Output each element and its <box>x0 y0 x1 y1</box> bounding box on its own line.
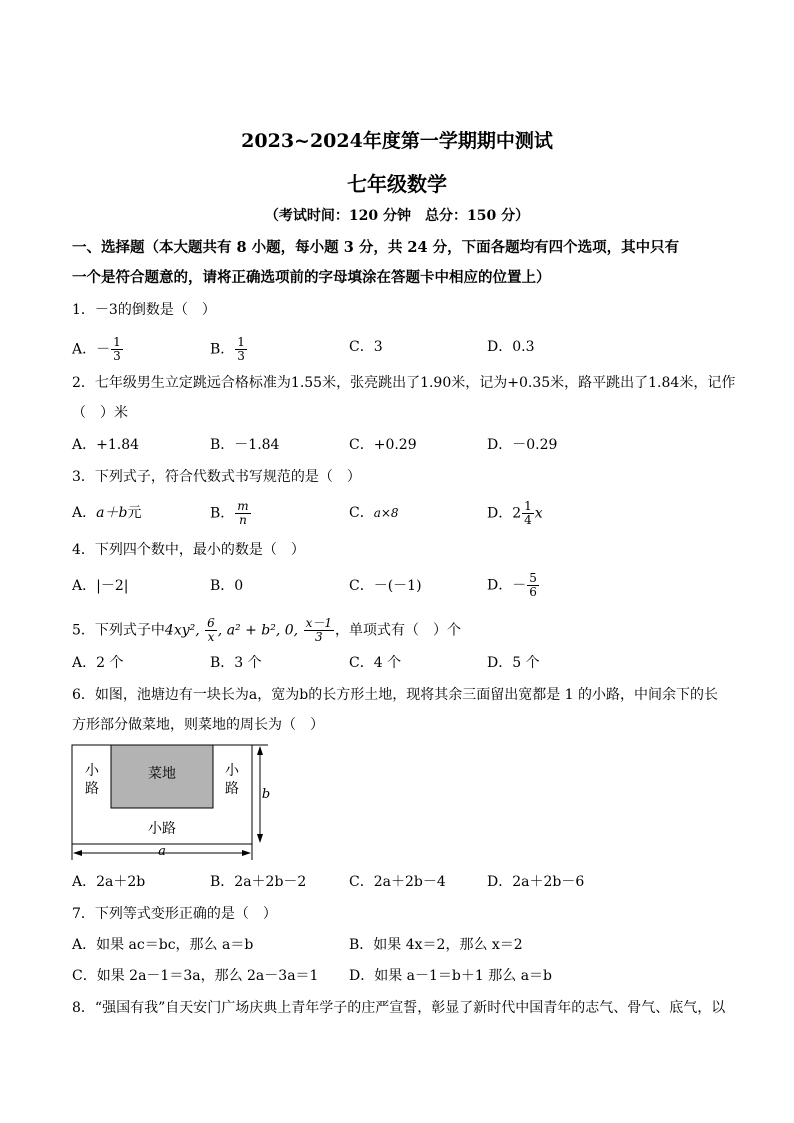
option-a-prefix: A．－ <box>72 341 111 358</box>
fraction <box>304 617 334 644</box>
question-7-option-d: D．如果 a－1＝b＋1 那么 a＝b <box>349 968 553 984</box>
numerator: x－1 <box>305 616 332 630</box>
arrow-right <box>242 850 251 856</box>
question-1-option-b <box>210 336 248 363</box>
question-2-option-c: C．+0.29 <box>349 437 417 453</box>
numerator: 1 <box>113 335 121 349</box>
question-6-option-b: B．2a＋2b－2 <box>210 874 307 890</box>
question-1-option-c: C．3 <box>349 339 383 355</box>
question-3-option-c <box>349 503 399 523</box>
fraction <box>235 500 250 527</box>
fraction <box>111 336 123 363</box>
option-b-prefix: B． <box>210 505 235 522</box>
variable: x <box>534 505 543 522</box>
numerator: 1 <box>237 335 245 349</box>
question-4-option-d <box>487 572 540 599</box>
arrow-left <box>73 850 82 856</box>
question-7-option-a: A．如果 ac＝bc，那么 a＝b <box>72 937 254 953</box>
dimension-a-label: a <box>158 844 166 859</box>
denominator: 3 <box>314 630 323 644</box>
question-1-stem: 1．－3的倒数是（ ） <box>72 302 216 318</box>
garden-diagram <box>68 742 298 864</box>
expression: 4xy², <box>164 622 205 639</box>
fraction <box>522 500 534 527</box>
question-7-option-b: B．如果 4x＝2，那么 x＝2 <box>349 937 523 953</box>
section-heading-line-1: 一、选择题（本大题共有 8 小题，每小题 3 分，共 24 分，下面各题均有四个选项，其中只有 <box>72 239 680 256</box>
exam-title: 2023~2024年度第一学期期中测试 <box>241 130 553 152</box>
numerator: m <box>237 499 249 513</box>
question-4-stem: 4．下列四个数中，最小的数是（ ） <box>72 542 305 558</box>
question-4-option-b: B．0 <box>210 578 244 594</box>
question-6-option-d: D．2a＋2b－6 <box>487 874 585 890</box>
question-6-stem-line-2: 方形部分做菜地，则菜地的周长为（ ） <box>72 717 324 733</box>
arrow-up <box>257 746 263 755</box>
question-5-stem <box>72 617 732 644</box>
option-c-prefix: C． <box>349 505 374 521</box>
denominator: 3 <box>237 349 245 363</box>
question-5-option-b: B．3 个 <box>210 655 262 671</box>
expression: a＋b <box>96 505 128 521</box>
denominator: 3 <box>113 349 121 363</box>
exam-subject: 七年级数学 <box>347 172 447 196</box>
question-6-stem-line-1: 6．如图，池塘边有一块长为a，宽为b的长方形土地，现将其余三面留出宽都是 1 的小路，中间余下的长 <box>72 687 719 703</box>
dimension-b-label: b <box>261 787 271 802</box>
arrow-down <box>257 834 263 843</box>
stem-suffix: ，单项式有（ ）个 <box>334 622 461 639</box>
question-5-option-a: A．2 个 <box>72 655 124 671</box>
question-3-option-b <box>210 500 252 527</box>
bottom-road-label: 小路 <box>148 821 176 837</box>
fraction <box>205 617 217 644</box>
question-1-option-d: D．0.3 <box>487 339 535 355</box>
question-2-option-b: B．－1.84 <box>210 437 280 453</box>
question-7-stem: 7．下列等式变形正确的是（ ） <box>72 906 277 922</box>
unit: 元 <box>127 505 142 521</box>
denominator: 4 <box>524 513 532 527</box>
question-6-option-a: A．2a＋2b <box>72 874 146 890</box>
question-4-option-c: C．－(－1) <box>349 578 422 594</box>
question-4-option-a: A．|－2| <box>72 578 129 594</box>
question-3-stem: 3．下列式子，符合代数式书写规范的是（ ） <box>72 469 361 485</box>
fraction <box>527 572 539 599</box>
option-a-prefix: A． <box>72 505 97 521</box>
denominator: x <box>207 630 215 644</box>
left-road-label-1: 小 <box>85 763 99 779</box>
garden-label: 菜地 <box>148 766 176 782</box>
denominator: n <box>239 513 247 527</box>
numerator: 1 <box>524 499 532 513</box>
question-3-option-d <box>487 500 543 527</box>
stem-prefix: 5．下列式子中 <box>72 622 165 639</box>
section-heading-line-2: 一个是符合题意的，请将正确选项前的字母填涂在答题卡中相应的位置上） <box>72 269 551 286</box>
question-7-option-c: C．如果 2a－1＝3a，那么 2a－3a＝1 <box>72 968 319 984</box>
expression: a×8 <box>373 506 399 520</box>
question-3-option-a <box>72 503 141 523</box>
question-2-option-a: A．+1.84 <box>72 437 140 453</box>
option-d-prefix: D．－ <box>487 577 527 594</box>
fraction <box>235 336 247 363</box>
right-road-label-2: 路 <box>225 781 239 797</box>
option-d-prefix: D．2 <box>487 505 522 522</box>
option-b-prefix: B． <box>210 341 235 358</box>
numerator: 5 <box>529 571 537 585</box>
expression: , a² + b², 0, <box>217 622 303 639</box>
denominator: 6 <box>529 585 537 599</box>
question-2-stem-line-2: （ ）米 <box>72 405 128 421</box>
question-5-option-c: C．4 个 <box>349 655 402 671</box>
question-5-option-d: D．5 个 <box>487 655 540 671</box>
right-road-label-1: 小 <box>225 763 239 779</box>
question-8-stem: 8．“强国有我”自天安门广场庆典上青年学子的庄严宣誓，彰显了新时代中国青年的志气、骨气、底气，以 <box>72 1000 726 1016</box>
left-road-label-2: 路 <box>85 781 99 797</box>
numerator: 6 <box>207 616 215 630</box>
question-2-option-d: D．－0.29 <box>487 437 558 453</box>
exam-info: （考试时间：120 分钟 总分：150 分） <box>264 208 530 224</box>
question-6-option-c: C．2a＋2b－4 <box>349 874 446 890</box>
question-2-stem-line-1: 2．七年级男生立定跳远合格标准为1.55米，张亮跳出了1.90米，记为+0.35米，路平跳出了1.84米，记作 <box>72 375 736 391</box>
question-1-option-a <box>72 336 124 363</box>
